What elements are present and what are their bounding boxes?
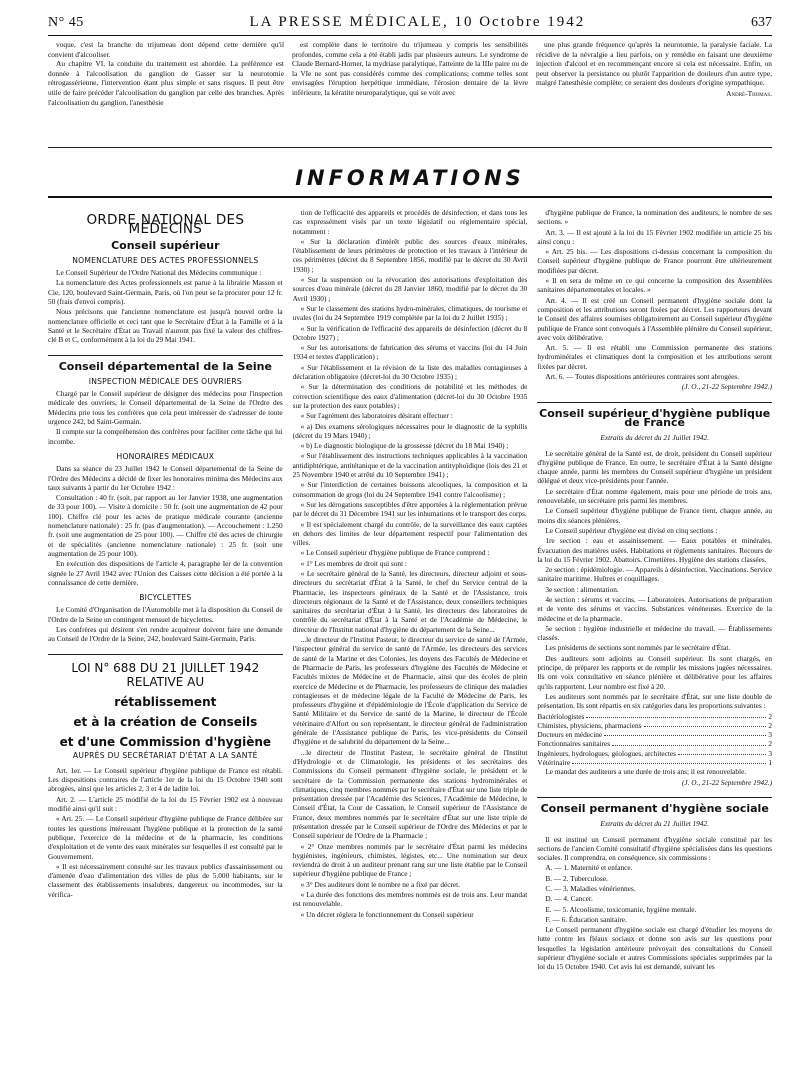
paragraph: En exécution des dispositions de l'article 4, paragraphe Ier de la convention signée le 27 Avril 1942 avec l'Union des Caisses cette décision a été portée à la connaissance de cette dernière. (48, 559, 283, 587)
paragraph: « Art. 25 bis. — Les dispositions ci-dessus concernant la composition du Conseil supérieur d'hygiène publique de France pourront être ultérieurement modifiées par décret. (537, 247, 772, 275)
review-column-3 (536, 40, 772, 144)
paragraph: Le Conseil Supérieur de l'Ordre National des Médecins communique : (56, 268, 262, 278)
paragraph: 5e section : hygiène industrielle et médecine du travail. — Établissements classés. (537, 623, 772, 643)
paragraph: « Un décret règlera le fonctionnement du Conseil supérieur (300, 909, 474, 919)
law-title-line: rétablissement (114, 694, 217, 709)
paragraph: Le mandat des auditeurs a une durée de trois ans; il est renouvelable. (545, 767, 747, 777)
leader-dots (644, 721, 767, 727)
paragraph: « Sur la suspension ou la révocation des autorisations d'exploitation des sources d'eau minérale (décret du 28 Janvier 1860, modifié par le décret du 30 Avril 1930) ; (292, 275, 528, 303)
paragraph: « Le Conseil supérieur d'hygiène publique de France comprend : (300, 548, 490, 558)
divider (537, 797, 772, 798)
decree-note: Extraits du décret du 21 Juillet 1942. (600, 819, 709, 829)
paragraph: « Art. 25. — Le Conseil supérieur d'hygiène publique de France délibère sur toutes les questions intéressant l'hygiène publique et la protection de la santé publique, l'exercice de la médecine et de la pharmacie, les conditions d'exploitation et de vente des eaux minérales sur lesquelles il est consulté par le Gouvernement. (48, 814, 283, 861)
category-label: Chimistes, physiciens, pharmaciens (537, 720, 642, 730)
table-row (537, 758, 772, 767)
heading-honoraires: HONORAIRES MÉDICAUX (116, 451, 215, 461)
paragraph: « Il en sera de même en ce qui concerne la composition des Assemblées sanitaires départementales et locales. » (537, 276, 772, 295)
table-row (537, 730, 772, 739)
paragraph: ...le directeur de l'Institut Pasteur, le secrétaire général de l'Institut d'Hydrologie et de Climatologie, les présidents et les secrétaires des Commissions du Conseil permanent d'hygiène sociale, le président et le secrétaire de la Commission permanente des stations hydrominérales et climatiques, cinq membres nommés par le secrétaire d'État sur une liste triple de présentation dressée par l'Académie des Sciences, l'Académie de Médecine, le Conseil d'État, la Cour de Cassation, le Conseil supérieur de l'Assistance de France, deux membres nommés par le secrétaire d'État sur une liste triple de présentation dressée par le Conseil supérieur de l'Ordre des Médecins et par le Conseil supérieur de l'Ordre de la Pharmacie ; (292, 747, 528, 841)
paragraph: 1re section : eau et assainissement. — Eaux potables et minérales. Évacuation des matières usées. Habitations et règlements sanitaires. Recours de la loi du 15 Février 1902. Abattoirs. Cimetières. Hygiène des stations classées. (537, 536, 772, 564)
paragraph: « 3° Des auditeurs dont le nombre ne a fixé par décret. (300, 879, 461, 889)
paragraph: « Sur l'interdiction de certaines boissons alcooliques, la composition et la consommation de grogs (loi du 24 Septembre 1941 contre l'alcoolisme) ; (292, 480, 528, 499)
paragraph: Chargé par le Conseil supérieur de désigner des médecins pour l'inspection médicale des ouvriers, le Conseil départemental de la Seine de l'Ordre des Médecins prie tous les confrères que cela peut intéresser de s'adresser de toute urgence 242, bd Saint-Germain. (48, 389, 283, 427)
journal-reference: (J. O., 21-22 Septembre 1942.) (681, 777, 772, 787)
law-title: LOI N° 688 DU 21 JUILLET 1942 RELATIVE AU (71, 660, 260, 689)
journal-title: LA PRESSE MÉDICALE, 10 Octobre 1942 (249, 14, 586, 30)
heading-ordre-medecins: ORDRE NATIONAL DES MÉDECINS (86, 212, 245, 238)
journal-reference: (J. O., 21-22 Septembre 1942.) (681, 382, 772, 392)
paragraph: « La durée des fonctions des membres nommés est de trois ans. Leur mandat est renouvelable. (292, 890, 528, 909)
category-label: Ingénieurs, hydrologues, géologues, architectes (537, 748, 676, 758)
heading-nomenclature: NOMENCLATURE DES ACTES PROFESSIONNELS (72, 255, 259, 265)
journal-page (48, 14, 772, 1074)
paragraph: une plus grande fréquence qu'après la neurotomie, la paralysie faciale. La récidive de la névralgie a lieu parfois, on y remédie en faisant une deuxième injection d'alcool et en recommençant encore si cela est nécessaire. Enfin, on peut observer la persistance ou plutôt l'apparition de douleurs d'un autre type, malgré l'anesthésie complète; ce seraient des douleurs d'origine sympathique. (536, 40, 772, 88)
paragraph: voque, c'est la branche du trijumeau dont dépend cette dernière qu'il convient d'alcooliser. (48, 40, 284, 59)
paragraph: Il est institué un Conseil permanent d'hygiène sociale constitué par les sections de l'ancien Comité consultatif d'hygiène spécialisées dans les questions sociales. Il comprendra, en conséquence, six commissions : (537, 834, 772, 863)
paragraph: Les auditeurs sont nommés par le secrétaire d'État, sur une liste double de présentation. Ils sont répartis en six catégories dans les proportions suivantes : (537, 691, 772, 711)
table-row (537, 721, 772, 730)
heading-inspection: INSPECTION MÉDICALE DES OUVRIERS (88, 376, 242, 386)
decree-note: Extraits du décret du 21 Juillet 1942. (600, 433, 709, 443)
paragraph: « Sur l'agrément des laboratoires désirant effectuer : (300, 411, 453, 421)
paragraph: Il compte sur la compréhension des confrères pour faciliter cette tâche qui lui incombe. (48, 427, 283, 446)
review-column-1 (48, 40, 284, 144)
page-number: 637 (750, 15, 772, 30)
paragraph: Le secrétaire d'État nomme également, mais pour une période de trois ans, renouvelable, un secrétaire pris parmi les membres. (537, 486, 772, 506)
leader-dots (572, 758, 766, 764)
category-label: Vétérinaire (537, 758, 571, 768)
divider (48, 355, 283, 356)
paragraph: 2e section : épidémiologie. — Appareils à désinfection. Vaccinations. Service sanitaire maritime. Huîtres et coquillages. (537, 565, 772, 584)
category-count: 3 (768, 730, 772, 740)
paragraph: « Sur la détermination des conditions de potabilité et les méthodes de correction scientifique des eaux d'alimentation (décret-loi du 30 Octobre 1935 sur la protection des eaux potables) ; (292, 382, 528, 410)
paragraph: « Le secrétaire général de la Santé, les directeurs, directeur adjoint et sous-directeurs du secrétariat d'État à la Santé, le chef du Service central de la Pharmacie, les inspecteurs généraux de la Santé et de l'Assistance, trois directeurs régionaux de la Santé et de l'Assistance, deux conseillers techniques sanitaires du secrétariat d'État à la Santé, les directeurs des laboratoires de contrôle du secrétariat d'État à la Santé et de l'Académie de Médecine, le directeur de l'Institut national d'hygiène du département de la Seine... (292, 568, 528, 634)
paragraph: La nomenclature des Actes professionnels est parue à la librairie Masson et Cie, 120, boulevard Saint-Germain, Paris, où l'on peut se la procurer pour 12 fr. 50 (frais d'envoi compris). (48, 278, 283, 307)
paragraph: A. — 1. Maternité et enfance. (545, 863, 633, 873)
table-row (537, 749, 772, 758)
cps-paragraphs (537, 835, 772, 972)
divider (48, 654, 283, 655)
informations-body (48, 208, 772, 1074)
category-count: 1 (768, 758, 772, 768)
paragraph: Art. 1er. — Le Conseil supérieur d'hygiène publique de France est rétabli. Les dispositions contraires de l'article 1er de la loi du 15 Octobre 1940 sont abrogées, ainsi que les articles 2, 3 et 4 de ladite loi. (48, 765, 283, 794)
paragraph: « a) Des examens sérologiques nécessaires pour le diagnostic de la syphilis (décret du 19 Mars 1940) ; (292, 421, 528, 440)
paragraph: « b) Le diagnostic biologique de la grossesse (décret du 18 Mai 1940) ; (300, 441, 509, 451)
divider (537, 402, 772, 403)
leader-dots (612, 739, 766, 745)
paragraph: « Sur les autorisations de fabrication des sérums et vaccins (loi du 14 Juin 1934 et textes d'application) ; (292, 343, 528, 362)
issue-number: N° 45 (48, 15, 84, 30)
review-column-2 (292, 40, 528, 144)
heading-conseil-hygiene: Conseil supérieur d'hygiène publique de France (539, 406, 771, 429)
paragraph: Le Conseil supérieur d'hygiène publique de France tient, chaque année, au moins dix séances plénières. (537, 506, 772, 525)
paragraph: 4e section : sérums et vaccins. — Laboratoires. Autorisations de préparation et de vente des sérums et vaccins. Substances vénéneuses. Exercice de la médecine et de la pharmacie. (537, 594, 772, 623)
leader-dots (678, 749, 766, 755)
paragraph: Dans sa séance du 23 Juillet 1942 le Conseil départemental de la Seine de l'Ordre des Médecins a décidé de fixer les honoraires minima des Médecins aux taux suivants à partir du 1er Octobre 1942 : (48, 464, 283, 492)
banner-rule (48, 196, 772, 198)
category-label: Bactériologistes (537, 711, 585, 721)
paragraph: ...le directeur de l'Institut Pasteur, le directeur du service de santé de l'Armée, l'inspecteur général du service de santé de l'Armée, les directeurs des services de santé de la Marine et des Colonies, les doyens des Facultés de Médecine et de Pharmacie de Paris, les professeurs d'hygiène des Facultés de Médecine et Facultés mixtes de Médecine et de Pharmacie, ainsi que des écoles de plein exercice de Médecine et de Pharmacie, les professeurs de clinique des maladies contagieuses et de médecine légale de la Faculté de Médecine de Paris, les professeurs d'hygiène et d'épidémiologie de l'École d'application du Service de Santé Militaire et du Service de santé de la Marine, le directeur de l'École vétérinaire d'Alfort ou son représentant, le directeur général de l'administration générale de l'Assistance publique de Paris, les vice-présidents du Conseil d'hygiène et de salubrité du département de la Seine... (292, 635, 528, 747)
law-title-line: et à la création de Conseils (73, 714, 258, 729)
paragraph: Au chapitre VI, la conduite du traitement est abordée. La préférence est donnée à l'alcoolisation du ganglion de Gasser sur la neurotomie rétrogassérienne, l'intervention étant plus simple et sans risques. Il peut être utile de faire précéder l'alcoolisation du ganglion par celle des branches. Après l'alcoolisation du ganglion, l'anesthésie (48, 59, 284, 107)
review-continuation (48, 40, 772, 148)
paragraph: F. — 6. Éducation sanitaire. (545, 914, 627, 924)
paragraph: Le secrétaire général de la Santé est, de droit, président du Conseil supérieur d'hygiène publique de France. En outre, le secrétaire d'État à la Santé désigne chaque année, parmi les membres du Conseil supérieur d'hygiène un président délégué et deux vice-présidents pour l'année. (537, 448, 772, 486)
category-count: 3 (768, 748, 772, 758)
paragraph: B. — 2. Tuberculose. (545, 873, 608, 883)
heading-conseil-seine: Conseil départemental de la Seine (58, 359, 272, 373)
category-count: 2 (768, 720, 772, 730)
category-count: 2 (768, 711, 772, 721)
paragraph: « Sur la déclaration d'intérêt public des sources d'eaux minérales, l'établissement de leurs périmètres de protection et les travaux à l'intérieur de ces périmètres (décret du 8 Septembre 1856, modifié par le décret du 30 Avril 1930) ; (292, 236, 528, 274)
author-signature: André-Thomas. (726, 88, 772, 98)
category-count: 2 (768, 739, 772, 749)
heading-conseil-permanent: Conseil permanent d'hygiène sociale (540, 801, 769, 815)
paragraph: « Sur l'établissement et la révision de la liste des maladies contagieuses à déclaration obligatoire (décret-loi du 30 Octobre 1935) ; (292, 362, 528, 382)
paragraph: Les présidents de sections sont nommés par le secrétaire d'État. (545, 643, 731, 653)
section-banner: INFORMATIONS (295, 166, 525, 190)
table-row (537, 712, 772, 721)
paragraph: Nous précisons que l'ancienne nomenclature est jusqu'à nouvel ordre la nomenclature officielle et ceci tant que le Secrétaire d'État à la Famille et à la Santé et le Secrétaire d'État au Travail n'auront pas fixé la valeur des chiffres-clé B et C, conformément à la loi du 29 Mai 1941. (48, 307, 283, 345)
paragraph: « Il est nécessairement consulté sur les travaux publics d'assainissement ou d'amenée d'eau d'alimentation des villes de plus de 5.000 habitants, sur le classement des établissements insalubres, dangereux ou incommodes, sur la vérifica- (48, 861, 283, 899)
leader-dots (604, 730, 766, 736)
paragraph: Le Conseil supérieur d'hygiène est divisé en cinq sections : (545, 525, 718, 535)
paragraph: Art. 4. — Il est créé un Conseil permanent d'hygiène sociale dont la composition et les attributions seront fixées par décret. Les rapporteurs devant le Conseil des affaires soumises obligatoirement au Conseil supérieur d'hygiène publique de France sont convoqués à l'Assemblée plénière du Conseil supérieur, avec voix délibérative. (537, 295, 772, 342)
paragraph: d'hygiène publique de France, la nomination des auditeurs, le nombre de ses sections. » (537, 208, 772, 227)
paragraph: est complète dans le territoire du trijumeau y compris les sensibilités profondes, comme cela a été établi jadis par plusieurs auteurs. Le syndrome de Claude Bernard-Horner, la mydriase paralytique, l'atteinte de la IIIe paire ou de la VIe ne sont pas considérés comme des complications; comme telles sont envisagées l'éruption herpétique immédiate, l'érosion dentaire de la lèvre inférieure, la kératite neuroparalytique, qui se voit avec (292, 40, 528, 97)
leader-dots (586, 712, 766, 718)
paragraph: E. — 5. Alcoolisme, toxicomanie, hygiène mentale. (545, 904, 697, 914)
paragraph: Le Conseil permanent d'hygiène sociale est chargé d'étudier les moyens de lutte contre les fléaux sociaux et donne son avis sur les questions pour lesquelles la législation antérieure prévoyait des consultations du Conseil supérieur d'hygiène sociale et autres Commissions spéciales supprimées par la loi du 15 Octobre 1940. Cet avis lui est demandé, suivant les (537, 925, 772, 972)
paragraph: tion de l'efficacité des appareils et procédés de désinfection, et dans tous les cas expressément visés par un texte législatif ou réglementaire spécial, notamment : (292, 208, 528, 236)
paragraph: 3e section : alimentation. (545, 584, 619, 594)
paragraph: « Sur le classement des stations hydro-minérales, climatiques, de tourisme et uvales (loi du 24 Septembre 1919 complétée par la loi du 2 Juillet 1935) ; (292, 303, 528, 323)
paragraph: Les confrères qui désirent s'en rendre acquéreur doivent faire une demande au Conseil de l'Ordre de la Seine, 242, boulevard Saint-Germain, Paris. (48, 624, 283, 644)
auditor-table (537, 712, 772, 768)
paragraph: Le Comité d'Organisation de l'Automobile met à la disposition du Conseil de l'Ordre de la Seine un contingent mensuel de bicyclettes. (48, 605, 283, 624)
column-3 (537, 208, 772, 1074)
paragraph: D. — 4. Cancer. (545, 894, 593, 904)
paragraph: « Il est spécialement chargé du contrôle, de la surveillance des eaux captées en dehors des limites de leur département respectif pour l'alimentation des villes. (292, 519, 528, 548)
category-label: Fonctionnaires sanitaires (537, 739, 611, 749)
paragraph: Art. 3. — Il est ajouté à la loi du 15 Février 1902 modifiée un article 25 bis ainsi conçu : (537, 227, 772, 246)
law-title-line: et d'une Commission d'hygiène (59, 734, 272, 749)
heading-bicyclettes: BICYCLETTES (139, 593, 192, 603)
paragraph: Art. 2. — L'article 25 modifié de la loi du 15 Février 1902 est à nouveau modifié ainsi qu'il suit : (48, 794, 283, 814)
page-header (48, 14, 772, 36)
paragraph: « Sur les dérogations susceptibles d'être apportées à la réglementation prévue par le décret du 31 Décembre 1941 sur les inhumations et le transport des corps. (292, 499, 528, 519)
paragraph: Art. 6. — Toutes dispositions antérieures contraires sont abrogées. (545, 372, 740, 382)
heading-conseil-superieur: Conseil supérieur (111, 238, 220, 252)
paragraph: C. — 3. Maladies vénériennes. (545, 884, 636, 893)
paragraph: Consultation : 40 fr. (soit, par rapport au 1er Janvier 1938, une augmentation de 33 pour 100). — Visite à domicile : 50 fr. (soit une augmentation de 42 pour 100). Chiffre clé pour les actes de pratique médicale courante (ancienne nomenclature nationale) : 25 fr. (pas d'augmentation). — Accouchement : 1.250 fr. (soit une augmentation de 25 pour 100). — Chiffre clé des actes de chirurgie et de spécialités (ancienne nomenclature nationale) : 25 fr. (soit une augmentation de 25 pour 100). (48, 493, 283, 558)
law-subtitle: AUPRÈS DU SECRÉTARIAT D'ÉTAT A LA SANTÉ (72, 750, 258, 760)
table-row (537, 739, 772, 748)
paragraph: « 1° Les membres de droit qui sont : (300, 558, 407, 568)
column-2 (293, 208, 528, 1074)
paragraph: « Sur la vérification de l'efficacité des appareils de désinfection (décret du 8 Octobre 1927) ; (292, 323, 528, 342)
paragraph: Art. 5. — Il est rétabli une Commission permanente des stations hydrominérales et climatiques dont la composition et les attributions seront fixées par décret. (537, 343, 772, 371)
paragraph: « 2° Onze membres nommés par le secrétaire d'État parmi les médecins hygiénistes, ingénieurs, chimistes, légistes, etc... Une nomination sur deux reviendra de droit à un auditeur prenant rang sur une liste établie par le Conseil supérieur d'hygiène publique de France ; (292, 841, 528, 879)
category-label: Docteurs en médecine (537, 730, 603, 740)
paragraph: « Sur l'établissement des instructions techniques applicables à la vaccination antidiphtérique, antitétanique et de la vaccination antityphoïdique (lois des 21 et 25 Novembre 1940 et arrêté du 10 Septembre 1941) ; (292, 451, 528, 480)
csh-paragraphs (537, 449, 772, 711)
paragraph: Des auditeurs sont adjoints au Conseil supérieur. Ils sont chargés, en principe, de préparer les rapports et de remplir les missions jugées nécessaires. Ils ont voix consultative en séance plénière et délibérative pour les affaires qu'ils rapportent. Leur nombre est fixé à 20. (537, 653, 772, 691)
column-1 (48, 208, 283, 1074)
